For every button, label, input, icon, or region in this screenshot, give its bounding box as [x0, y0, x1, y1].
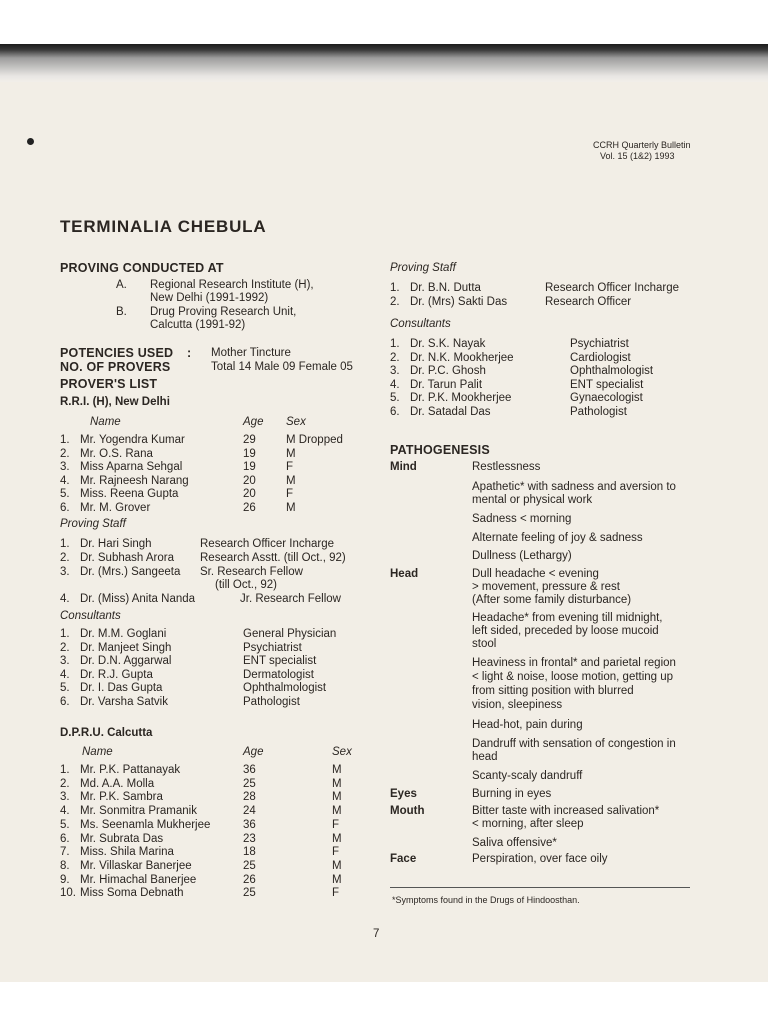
page-number: 7 — [373, 928, 380, 940]
prover-age: 18 — [243, 846, 256, 859]
prover-name: Mr. Sonmitra Pramanik — [80, 805, 197, 818]
row-number: 4. — [60, 593, 70, 605]
item-letter-a: A. — [116, 279, 127, 291]
consultant-name: Dr. Satadal Das — [410, 406, 491, 418]
prover-name: Mr. Himachal Banerjee — [80, 873, 197, 886]
symptom: from sitting position with blurred — [472, 685, 634, 697]
consultant-role: Psychiatrist — [243, 641, 302, 654]
col-age: Age — [243, 416, 264, 428]
punch-hole-mark — [27, 138, 34, 145]
consultant-role: Ophthalmologist — [570, 365, 654, 378]
prover-sex: F — [332, 846, 340, 859]
prover-name: Miss. Shila Marina — [80, 846, 174, 859]
symptom: Headache* from evening till midnight, — [472, 612, 663, 624]
row-number: 1. — [390, 338, 400, 350]
prover-sex: F — [286, 488, 294, 501]
prover-sex: F — [332, 887, 340, 900]
prover-name: Mr. Rajneesh Narang — [80, 474, 189, 487]
scan-bottom-margin — [0, 982, 768, 1024]
potencies-label: POTENCIES USED — [60, 346, 174, 360]
row-number: 1. — [60, 538, 70, 550]
section-eyes: Eyes — [390, 788, 417, 800]
consultant-name: Dr. Manjeet Singh — [80, 641, 172, 654]
staff-role: Jr. Research Fellow — [240, 593, 341, 605]
row-number: 5. — [60, 488, 70, 501]
potencies-value: Mother Tincture — [211, 347, 291, 359]
staff-role: Sr. Research Fellow — [200, 566, 303, 578]
col-sex: Sex — [332, 746, 352, 758]
prover-age: 19 — [243, 447, 256, 460]
col-age: Age — [243, 746, 264, 758]
prover-age: 25 — [243, 887, 256, 900]
section-mouth: Mouth — [390, 805, 425, 817]
row-number: 4. — [60, 668, 70, 681]
prover-sex: M — [332, 873, 342, 886]
row-number: 6. — [60, 832, 70, 845]
symptom: Bitter taste with increased salivation* — [472, 805, 660, 817]
symptom: Scanty-scaly dandruff — [472, 770, 583, 782]
prover-sex: M — [332, 805, 342, 818]
row-number: 1. — [60, 628, 70, 640]
footnote-rule — [390, 887, 690, 888]
row-number: 9. — [60, 873, 70, 886]
symptom: Heaviness in frontal* and parietal region — [472, 657, 676, 669]
symptom: vision, sleepiness — [472, 699, 563, 711]
row-number: 4. — [60, 805, 70, 818]
row-number: 2. — [60, 641, 70, 654]
prover-name: Mr. Subrata Das — [80, 832, 164, 845]
staff-name: Dr. (Miss) Anita Nanda — [80, 593, 196, 605]
footnote: *Symptoms found in the Drugs of Hindoosthan. — [392, 895, 580, 905]
row-number: 2. — [60, 552, 70, 564]
row-number: 4. — [60, 474, 70, 487]
bulletin-name: CCRH Quarterly Bulletin — [593, 140, 691, 150]
row-number: 6. — [390, 406, 400, 418]
row-number: 4. — [390, 378, 400, 391]
staff-role: Research Officer — [545, 295, 632, 308]
row-number: 5. — [60, 682, 70, 695]
row-number: 3. — [60, 461, 70, 474]
consultant-role: Ophthalmologist — [243, 682, 327, 695]
symptom: Restlessness — [472, 461, 541, 473]
row-number: 8. — [60, 859, 70, 872]
row-number: 6. — [60, 502, 70, 514]
potencies-colon: : — [187, 346, 192, 360]
consultant-role: Pathologist — [243, 696, 300, 708]
symptom: > movement, pressure & rest — [472, 581, 620, 593]
prover-sex: M Dropped — [286, 434, 343, 446]
symptom: < light & noise, loose motion, getting up — [472, 671, 674, 683]
consultant-role: Cardiologist — [570, 351, 631, 364]
institute-b-location: Calcutta (1991-92) — [150, 319, 246, 331]
prover-age: 36 — [243, 764, 256, 776]
symptom: Dullness (Lethargy) — [472, 550, 572, 562]
row-number: 10. — [60, 887, 76, 900]
prover-name: Md. A.A. Molla — [80, 777, 155, 790]
consultant-name: Dr. R.J. Gupta — [80, 668, 153, 681]
consultant-role: ENT specialist — [570, 378, 644, 391]
symptom: Perspiration, over face oily — [472, 853, 608, 865]
consultant-name: Dr. Varsha Satvik — [80, 696, 168, 708]
col-name: Name — [90, 416, 121, 428]
scan-top-margin — [0, 0, 768, 48]
symptom: head — [472, 751, 498, 763]
symptom: < morning, after sleep — [472, 818, 584, 830]
symptom: Apathetic* with sadness and aversion to — [472, 481, 676, 493]
prover-name: Mr. Yogendra Kumar — [80, 434, 185, 446]
prover-name: Mr. Villaskar Banerjee — [80, 859, 192, 872]
symptom: Alternate feeling of joy & sadness — [472, 532, 643, 544]
provers-list-header: PROVER'S LIST — [60, 377, 158, 391]
row-number: 2. — [390, 351, 400, 364]
symptom: Burning in eyes — [472, 788, 552, 800]
prover-age: 26 — [243, 873, 256, 886]
prover-age: 28 — [243, 791, 256, 804]
bulletin-volume: Vol. 15 (1&2) 1993 — [600, 151, 675, 161]
row-number: 3. — [60, 791, 70, 804]
staff-role: Research Officer Incharge — [545, 282, 680, 294]
prover-sex: M — [286, 474, 296, 487]
row-number: 6. — [60, 696, 70, 708]
consultant-role: Gynaecologist — [570, 392, 643, 405]
prover-sex: M — [332, 859, 342, 872]
consultant-role: Dermatologist — [243, 668, 314, 681]
provers-count-value: Total 14 Male 09 Female 05 — [211, 361, 353, 373]
row-number: 1. — [60, 434, 70, 446]
row-number: 1. — [390, 282, 400, 294]
prover-sex: M — [332, 832, 342, 845]
staff-note: (till Oct., 92) — [215, 579, 277, 591]
consultant-role: General Physician — [243, 628, 337, 640]
section-face: Face — [390, 853, 417, 865]
consultant-role: Pathologist — [570, 406, 627, 418]
consultant-name: Dr. M.M. Goglani — [80, 628, 167, 640]
row-number: 3. — [60, 566, 70, 578]
prover-age: 19 — [243, 461, 256, 474]
row-number: 2. — [60, 777, 70, 790]
prover-sex: M — [332, 777, 342, 790]
prover-age: 25 — [243, 859, 256, 872]
symptom: Sadness < morning — [472, 513, 572, 525]
symptom: Head-hot, pain during — [472, 719, 583, 731]
item-letter-b: B. — [116, 306, 127, 318]
rri-staff-header: Proving Staff — [60, 518, 126, 530]
section-mind: Mind — [390, 461, 417, 473]
prover-name: Miss Soma Debnath — [80, 887, 184, 900]
row-number: 1. — [60, 764, 70, 776]
col-sex: Sex — [286, 416, 306, 428]
consultant-name: Dr. I. Das Gupta — [80, 682, 163, 695]
institute-b-name: Drug Proving Research Unit, — [150, 306, 297, 318]
prover-age: 29 — [243, 434, 256, 446]
staff-name: Dr. Hari Singh — [80, 538, 152, 550]
row-number: 7. — [60, 846, 70, 859]
staff-name: Dr. Subhash Arora — [80, 552, 174, 564]
prover-name: Miss. Reena Gupta — [80, 488, 179, 501]
prover-sex: M — [286, 447, 296, 460]
provers-count-label: NO. OF PROVERS — [60, 360, 171, 374]
prover-age: 36 — [243, 818, 256, 831]
prover-age: 26 — [243, 502, 256, 514]
right-staff-header: Proving Staff — [390, 262, 456, 274]
rri-header: R.R.I. (H), New Delhi — [60, 396, 170, 408]
prover-name: Mr. P.K. Pattanayak — [80, 764, 181, 776]
prover-age: 20 — [243, 488, 256, 501]
symptom: Saliva offensive* — [472, 837, 557, 849]
consultant-name: Dr. N.K. Mookherjee — [410, 351, 514, 364]
rri-consultants-header: Consultants — [60, 610, 121, 622]
section-head: Head — [390, 568, 419, 580]
prover-sex: F — [332, 818, 340, 831]
consultant-name: Dr. D.N. Aggarwal — [80, 655, 172, 668]
document-title: TERMINALIA CHEBULA — [60, 217, 267, 236]
consultant-name: Dr. P.K. Mookherjee — [410, 392, 512, 405]
prover-name: Miss Aparna Sehgal — [80, 461, 183, 474]
right-consultants-header: Consultants — [390, 318, 451, 330]
symptom: Dull headache < evening — [472, 568, 599, 580]
symptom: Dandruff with sensation of congestion in — [472, 738, 676, 750]
consultant-name: Dr. P.C. Ghosh — [410, 365, 486, 378]
prover-age: 25 — [243, 777, 256, 790]
prover-name: Mr. M. Grover — [80, 502, 151, 514]
consultant-role: ENT specialist — [243, 655, 317, 668]
row-number: 3. — [60, 655, 70, 668]
proving-conducted-header: PROVING CONDUCTED AT — [60, 261, 224, 275]
symptom: (After some family disturbance) — [472, 594, 632, 606]
document-page — [0, 82, 768, 982]
prover-name: Mr. O.S. Rana — [80, 447, 153, 460]
staff-role: Research Officer Incharge — [200, 538, 335, 550]
prover-age: 20 — [243, 474, 256, 487]
consultant-role: Psychiatrist — [570, 338, 629, 350]
staff-name: Dr. B.N. Dutta — [410, 282, 481, 294]
row-number: 5. — [60, 818, 70, 831]
col-name: Name — [82, 746, 113, 758]
prover-sex: M — [286, 502, 296, 514]
prover-name: Mr. P.K. Sambra — [80, 791, 163, 804]
prover-name: Ms. Seenamla Mukherjee — [80, 818, 211, 831]
prover-sex: M — [332, 791, 342, 804]
staff-name: Dr. (Mrs.) Sangeeta — [80, 566, 181, 578]
consultant-name: Dr. S.K. Nayak — [410, 338, 486, 350]
dpru-header: D.P.R.U. Calcutta — [60, 727, 153, 739]
staff-role: Research Asstt. (till Oct., 92) — [200, 552, 346, 564]
scanner-edge-shadow — [0, 44, 768, 82]
consultant-name: Dr. Tarun Palit — [410, 378, 483, 391]
symptom: mental or physical work — [472, 494, 593, 506]
institute-a-name: Regional Research Institute (H), — [150, 279, 314, 291]
prover-age: 23 — [243, 832, 256, 845]
pathogenesis-header: PATHOGENESIS — [390, 443, 490, 457]
symptom: left sided, preceded by loose mucoid — [472, 625, 659, 637]
prover-sex: M — [332, 764, 342, 776]
prover-age: 24 — [243, 805, 256, 818]
prover-sex: F — [286, 461, 294, 474]
staff-name: Dr. (Mrs) Sakti Das — [410, 295, 508, 308]
row-number: 2. — [390, 295, 400, 308]
row-number: 2. — [60, 447, 70, 460]
institute-a-location: New Delhi (1991-1992) — [150, 292, 269, 304]
symptom: stool — [472, 638, 497, 650]
row-number: 3. — [390, 365, 400, 378]
row-number: 5. — [390, 392, 400, 405]
